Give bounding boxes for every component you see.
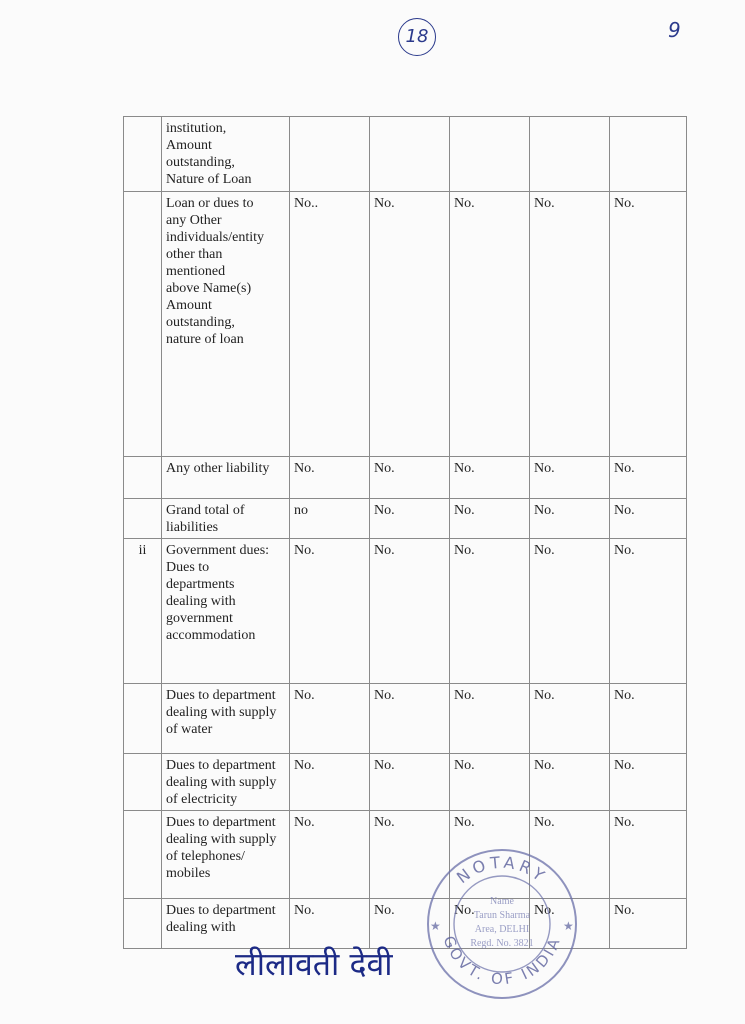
value-cell: No. [450, 192, 530, 457]
value-cell: No. [530, 457, 610, 499]
description-line: accommodation [166, 628, 256, 643]
description-line: Dues to department [166, 903, 276, 918]
notary-stamp [424, 846, 580, 1002]
description-line: Government dues: [166, 543, 270, 558]
description-line: outstanding, [166, 315, 235, 330]
value-cell: No. [610, 811, 687, 899]
description-cell [162, 499, 290, 539]
value-cell: No. [450, 457, 530, 499]
value-cell: No. [530, 754, 610, 811]
value-cell: No. [610, 754, 687, 811]
value-cell: No. [450, 811, 530, 899]
stamp-inner-line: Regd. No. 3821 [470, 938, 534, 949]
table-row [124, 499, 687, 539]
description-line: mobiles [166, 866, 211, 881]
value-cell: No. [370, 457, 450, 499]
value-cell: No. [530, 192, 610, 457]
description-line: liabilities [166, 520, 219, 535]
description-line: institution, [166, 121, 227, 136]
value-cell: No. [450, 499, 530, 539]
description-line: dealing with [166, 594, 236, 609]
description-cell [162, 899, 290, 949]
description-line: Grand total of [166, 503, 245, 518]
value-cell [530, 117, 610, 192]
value-cell: No. [450, 684, 530, 754]
table-row [124, 684, 687, 754]
description-cell [162, 684, 290, 754]
value-cell: No. [370, 499, 450, 539]
value-cell [450, 117, 530, 192]
serial-number-cell: ii [124, 539, 162, 684]
value-cell: No. [610, 192, 687, 457]
table-row [124, 811, 687, 899]
value-cell: No. [290, 811, 370, 899]
description-line: above Name(s) [166, 281, 252, 296]
table-row [124, 754, 687, 811]
corner-page-number: 9 [668, 18, 681, 42]
value-cell: No. [370, 684, 450, 754]
description-line: outstanding, [166, 155, 235, 170]
description-line: dealing with supply [166, 705, 277, 720]
value-cell: No. [290, 754, 370, 811]
serial-number-cell [124, 684, 162, 754]
value-cell: No.. [290, 192, 370, 457]
table-row [124, 539, 687, 684]
value-cell: No. [290, 684, 370, 754]
description-line: of water [166, 722, 213, 737]
description-line: of telephones/ [166, 849, 245, 864]
description-line: any Other [166, 213, 222, 228]
serial-number-cell [124, 754, 162, 811]
table-row [124, 457, 687, 499]
value-cell: No. [530, 899, 610, 949]
description-line: mentioned [166, 264, 226, 279]
description-line: Any other liability [166, 461, 270, 476]
value-cell: No. [530, 539, 610, 684]
table-row [124, 899, 687, 949]
serial-number-cell [124, 117, 162, 192]
value-cell: No. [290, 539, 370, 684]
stamp-bottom-text: GOVT. OF INDIA [439, 933, 565, 989]
value-cell [610, 117, 687, 192]
description-cell [162, 192, 290, 457]
description-line: Dues to [166, 560, 210, 575]
value-cell: no [290, 499, 370, 539]
description-line: Amount [166, 298, 212, 313]
serial-number-cell [124, 811, 162, 899]
value-cell: No. [610, 539, 687, 684]
description-line: Amount [166, 138, 212, 153]
svg-text:★: ★ [430, 919, 441, 933]
description-cell [162, 457, 290, 499]
description-cell [162, 117, 290, 192]
description-line: dealing with supply [166, 832, 277, 847]
value-cell: No. [610, 899, 687, 949]
stamp-inner-line: Name [490, 896, 514, 907]
value-cell: No. [290, 457, 370, 499]
serial-number-cell [124, 499, 162, 539]
value-cell: No. [370, 899, 450, 949]
value-cell: No. [610, 457, 687, 499]
value-cell: No. [370, 754, 450, 811]
description-cell [162, 539, 290, 684]
value-cell: No. [370, 539, 450, 684]
serial-number-cell [124, 899, 162, 949]
value-cell: No. [450, 899, 530, 949]
value-cell: No. [450, 754, 530, 811]
stamp-inner-line: Tarun Sharma [473, 910, 531, 921]
description-line: Dues to department [166, 815, 276, 830]
value-cell: No. [530, 811, 610, 899]
value-cell: No. [290, 899, 370, 949]
description-line: of electricity [166, 792, 238, 807]
description-line: Nature of Loan [166, 172, 252, 187]
value-cell [370, 117, 450, 192]
description-line: dealing with [166, 920, 236, 935]
stamp-inner-line: Area, DELHI [474, 924, 530, 935]
svg-text:★: ★ [563, 919, 574, 933]
description-line: dealing with supply [166, 775, 277, 790]
value-cell: No. [530, 499, 610, 539]
description-cell [162, 754, 290, 811]
table-row [124, 192, 687, 457]
value-cell: No. [370, 192, 450, 457]
description-line: departments [166, 577, 235, 592]
table-row [124, 117, 687, 192]
liabilities-table [123, 116, 687, 949]
description-line: Dues to department [166, 758, 276, 773]
serial-number-cell [124, 457, 162, 499]
description-line: other than [166, 247, 223, 262]
serial-number-cell [124, 192, 162, 457]
description-line: Loan or dues to [166, 196, 254, 211]
value-cell: No. [610, 684, 687, 754]
value-cell [290, 117, 370, 192]
stamp-top-text: NOTARY [453, 852, 552, 888]
description-cell [162, 811, 290, 899]
value-cell: No. [450, 539, 530, 684]
handwritten-signature: लीलावती देवी [235, 945, 393, 983]
value-cell: No. [370, 811, 450, 899]
value-cell: No. [610, 499, 687, 539]
description-line: individuals/entity [166, 230, 264, 245]
description-line: Dues to department [166, 688, 276, 703]
description-line: government [166, 611, 233, 626]
page-number-circle: 18 [398, 18, 436, 56]
value-cell: No. [530, 684, 610, 754]
description-line: nature of loan [166, 332, 244, 347]
